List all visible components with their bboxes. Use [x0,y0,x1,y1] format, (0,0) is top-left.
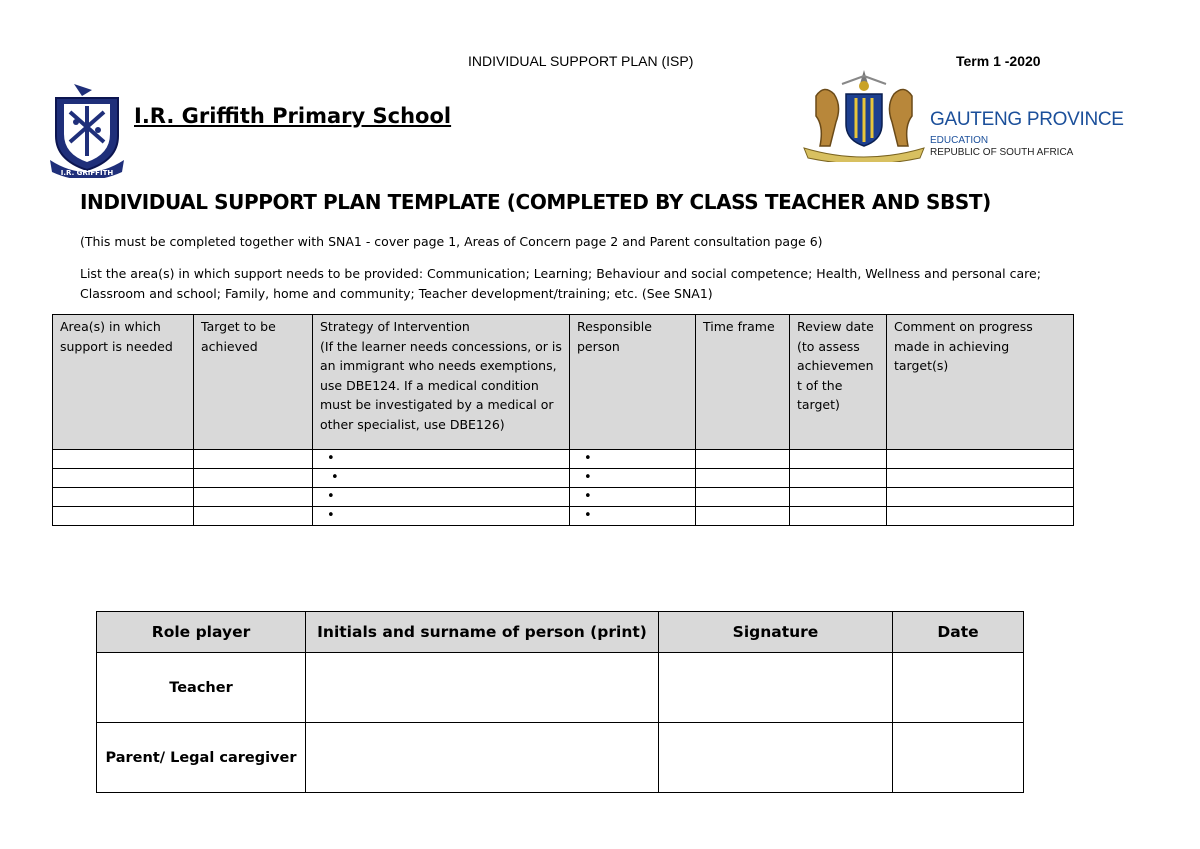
responsible-cell[interactable]: • [570,469,696,488]
comment-cell[interactable] [887,507,1074,526]
strategy-cell[interactable]: • [313,450,570,469]
support-areas-line-1: List the area(s) in which support needs to be provided: Communication; Learning; Behaviour and social competence; Health, Wellness and personal care; [80,266,1041,281]
header-date: Date [893,612,1024,653]
comment-cell[interactable] [887,488,1074,507]
time-frame-cell[interactable] [696,507,790,526]
target-cell[interactable] [194,507,313,526]
date-cell[interactable] [893,653,1024,723]
target-cell[interactable] [194,488,313,507]
document-header-title: INDIVIDUAL SUPPORT PLAN (ISP) [468,53,694,69]
time-frame-cell[interactable] [696,450,790,469]
name-cell[interactable] [306,653,659,723]
support-areas-line-2: Classroom and school; Family, home and community; Teacher development/training; etc. (See SNA1) [80,286,713,301]
responsible-cell[interactable]: • [570,507,696,526]
role-parent-caregiver: Parent/ Legal caregiver [97,723,306,793]
header-areas-of-support: Area(s) in which support is needed [53,315,194,450]
areas-cell[interactable] [53,450,194,469]
province-department: EDUCATION [930,135,989,146]
school-crest-logo [46,82,128,178]
comment-cell[interactable] [887,450,1074,469]
review-date-cell[interactable] [790,450,887,469]
role-player-signoff-table [96,611,1024,793]
signature-cell[interactable] [659,723,893,793]
table-row [97,723,1024,793]
responsible-cell[interactable]: • [570,450,696,469]
province-title: GAUTENG PROVINCE [930,109,1124,130]
table-row [53,469,1074,488]
review-date-cell[interactable] [790,488,887,507]
time-frame-cell[interactable] [696,469,790,488]
support-areas-instruction [80,264,1080,304]
name-cell[interactable] [306,723,659,793]
table-row [53,488,1074,507]
gauteng-province-wordmark [930,109,1124,159]
role-teacher: Teacher [97,653,306,723]
school-name: I.R. Griffith Primary School [134,104,452,128]
areas-cell[interactable] [53,488,194,507]
header-responsible-person: Responsible person [570,315,696,450]
roles-header-row [97,612,1024,653]
table-row [53,450,1074,469]
responsible-cell[interactable]: • [570,488,696,507]
areas-cell[interactable] [53,507,194,526]
strategy-cell[interactable]: • [313,488,570,507]
target-cell[interactable] [194,469,313,488]
svg-text:I.R. GRIFFITH: I.R. GRIFFITH [60,169,114,177]
date-cell[interactable] [893,723,1024,793]
strategy-cell[interactable]: • [313,507,570,526]
table-row [53,507,1074,526]
header-signature: Signature [659,612,893,653]
province-country: REPUBLIC OF SOUTH AFRICA [930,147,1074,158]
gauteng-coat-of-arms-logo [802,66,926,162]
term-label: Term 1 -2020 [956,53,1041,69]
areas-cell[interactable] [53,469,194,488]
isp-header-row [53,315,1074,450]
header-comment-on-progress: Comment on progress made in achieving target(s) [887,315,1074,450]
header-strategy-of-intervention: Strategy of Intervention (If the learner needs concessions, or is an immigrant who needs exemptions, use DBE124. If a medical condition must be investigated by a medical or other specialist, use DBE126) [313,315,570,450]
signature-cell[interactable] [659,653,893,723]
review-date-cell[interactable] [790,507,887,526]
template-note: (This must be completed together with SNA1 - cover page 1, Areas of Concern page 2 and Parent consultation page 6) [80,234,823,249]
target-cell[interactable] [194,450,313,469]
table-row [97,653,1024,723]
individual-support-plan-table [52,314,1074,526]
header-time-frame: Time frame [696,315,790,450]
header-target: Target to be achieved [194,315,313,450]
review-date-cell[interactable] [790,469,887,488]
comment-cell[interactable] [887,469,1074,488]
template-title: INDIVIDUAL SUPPORT PLAN TEMPLATE (COMPLETED BY CLASS TEACHER AND SBST) [80,190,991,214]
header-initials-surname: Initials and surname of person (print) [306,612,659,653]
header-review-date: Review date (to assess achievemen t of the target) [790,315,887,450]
strategy-cell[interactable]: • [313,469,570,488]
header-role-player: Role player [97,612,306,653]
time-frame-cell[interactable] [696,488,790,507]
